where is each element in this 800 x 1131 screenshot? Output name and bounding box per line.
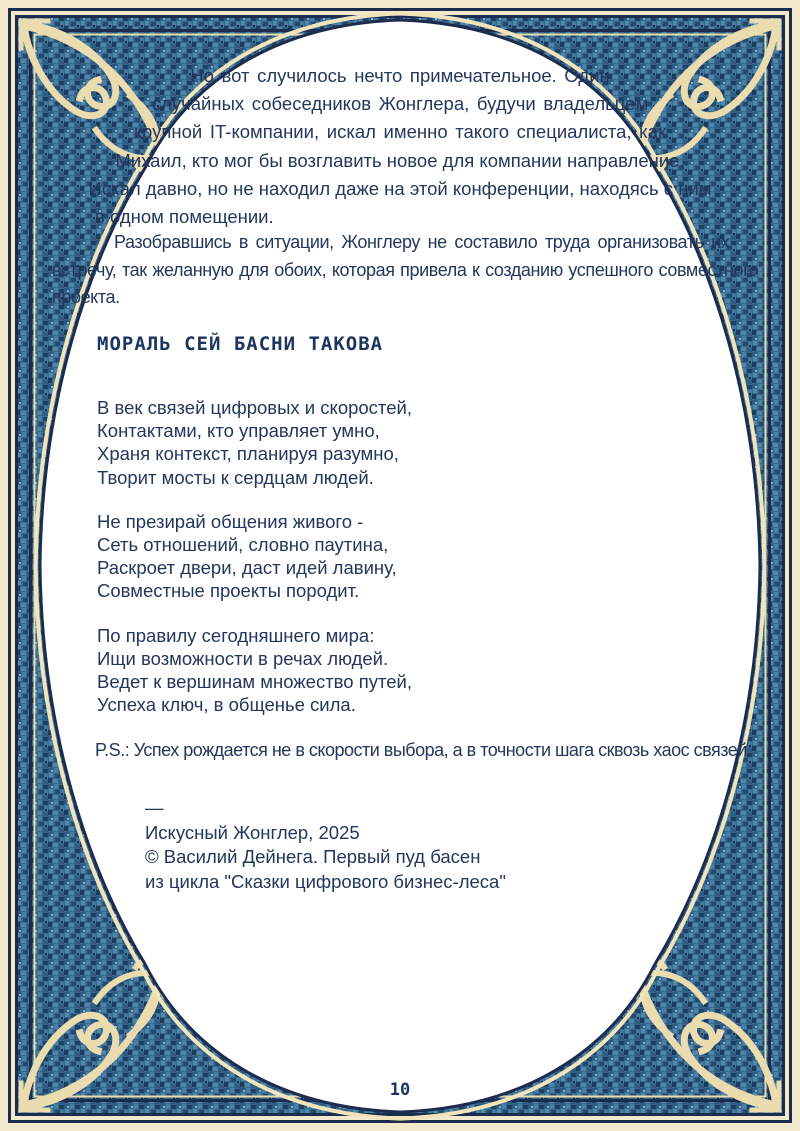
paragraph-2-line: Разобравшись в ситуации, Жонглеру не составило труда организовать их xyxy=(114,232,730,252)
poem-stanza-2 xyxy=(97,510,412,603)
poem-line: Совместные проекты породит. xyxy=(97,580,360,602)
poem-line: Контактами, кто управляет умно, xyxy=(97,420,380,442)
paragraph-1-line: случайных собеседников Жонглера, будучи владельцем xyxy=(151,93,649,115)
poem-stanza-1 xyxy=(97,396,412,489)
signature-author-line: Искусный Жонглер, 2025 xyxy=(145,821,360,843)
poem-line: В век связей цифровых и скоростей, xyxy=(97,397,412,418)
signature-block xyxy=(145,796,506,894)
moral-heading: МОРАЛЬ СЕЙ БАСНИ ТАКОВА xyxy=(97,333,384,355)
poem-line: Раскроет двери, даст идей лавину, xyxy=(97,557,397,579)
poem-line: Не презирай общения живого - xyxy=(97,510,364,532)
poem-line: По правилу сегодняшнего мира: xyxy=(97,624,375,646)
poem-line: Сеть отношений, словно паутина, xyxy=(97,534,389,556)
paragraph-1-line: Михаил, кто мог бы возглавить новое для компании направление. xyxy=(115,149,685,171)
poem-line: Ведет к вершинам множество путей, xyxy=(97,671,413,693)
poem-line: Ищи возможности в речах людей. xyxy=(97,647,389,669)
paragraph-1-line: в одном помещении. xyxy=(95,206,274,228)
signature-copyright-line: © Василий Дейнега. Первый пуд басен xyxy=(145,846,481,867)
poem-line: Храня контекст, планируя разумно, xyxy=(97,443,399,465)
paragraph-1-line: Искал давно, но не находил даже на этой конференции, находясь с ним xyxy=(88,177,712,199)
poem xyxy=(97,396,412,716)
poem-line: Творит мосты к сердцам людей. xyxy=(97,466,374,488)
paragraph-1-line: Но вот случилось нечто примечательное. Один xyxy=(190,65,610,86)
page-number: 10 xyxy=(389,1080,411,1100)
paragraph-2-line: встречу, так желанную для обоих, которая привела к созданию успешного совместного xyxy=(52,259,759,280)
paragraph-2-line: проекта. xyxy=(52,287,120,307)
signature-dash: — xyxy=(145,797,164,818)
paragraph-2 xyxy=(52,229,758,312)
paragraph-1-line: крупной IT-компании, искал именно такого специалиста, как xyxy=(133,121,667,143)
signature-series-line: из цикла "Сказки цифрового бизнес-леса" xyxy=(145,870,506,892)
poem-line: Успеха ключ, в общенье сила. xyxy=(97,694,356,716)
paragraph-1 xyxy=(50,62,750,231)
postscript: P.S.: Успех рождается не в скорости выбора, а в точности шага сквозь хаос связей. xyxy=(95,740,752,760)
poem-stanza-3 xyxy=(97,624,412,717)
